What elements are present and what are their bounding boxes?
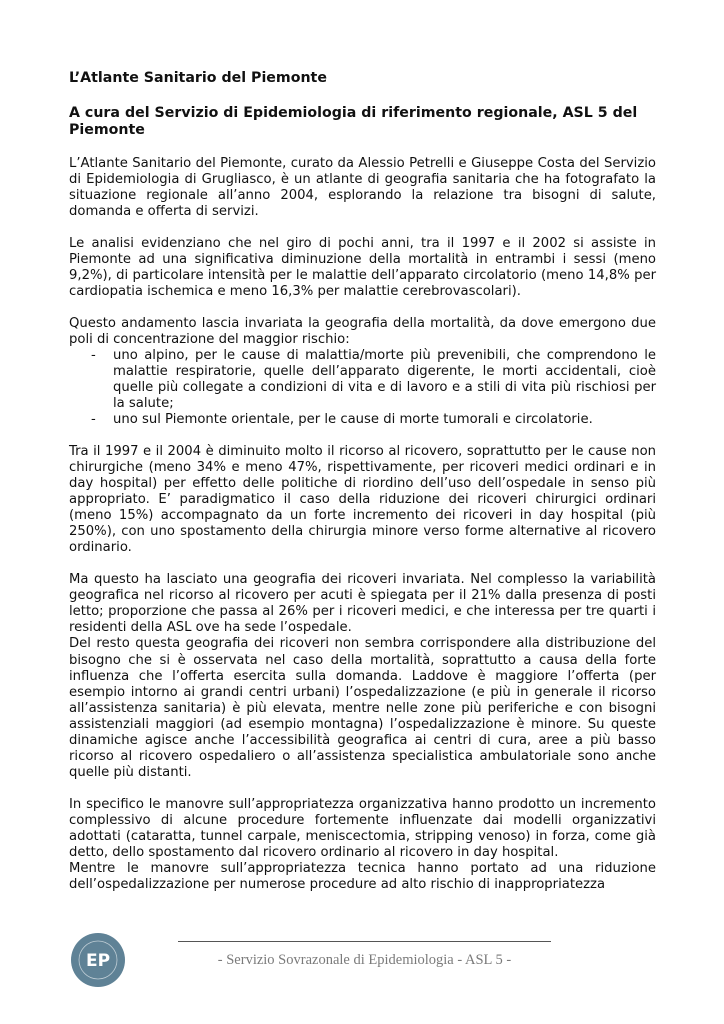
paragraph: Del resto questa geografia dei ricoveri non sembra corrispondere alla distribuzione del bisogno che si è osservata nel caso della mortalità, soprattutto a causa della forte influenza che l’offerta esercita sulla domanda. Laddove è maggiore l’offerta (per esempio intorno ai grandi centri urbani) l’ospedalizzazione (e più in generale il ricorso all’assistenza sanitaria) è più elevata, mentre nelle zone più periferiche e con bisogni assistenziali maggiori (ad esempio montagna) l’ospedalizzazione è minore. Su queste dinamiche agisce anche l’accessibilità geografica ai centri di cura, aree a più basso ricorso al ricovero ospedaliero o all’assistenza specialistica ambulatoriale sono anche quelle più distanti. [69,636,656,781]
paragraph: Le analisi evidenziano che nel giro di pochi anni, tra il 1997 e il 2002 si assiste in Piemonte ad una significativa diminuzione della mortalità in entrambi i sessi (meno 9,2%), di particolare intensità per le malattie dell’apparato circolatorio (meno 14,8% per cardiopatia ischemica e meno 16,3% per malattie cerebrovascolari). [69,235,656,300]
paragraph: Questo andamento lascia invariata la geografia della mortalità, da dove emergono due poli di concentrazione del maggior rischio: [69,315,656,347]
paragraph: L’Atlante Sanitario del Piemonte, curato da Alessio Petrelli e Giuseppe Costa del Servizio di Epidemiologia di Grugliasco, è un atlante di geografia sanitaria che ha fotografato la situazione regionale all’anno 2004, esplorando la relazione tra bisogni di salute, domanda e offerta di servizi. [69,156,656,220]
document-body [69,70,656,893]
document-subtitle: A cura del Servizio di Epidemiologia di riferimento regionale, ASL 5 del Piemonte [69,105,638,138]
epidemiology-logo [70,932,126,988]
footer-text: - Servizio Sovrazonale di Epidemiologia - ASL 5 - [217,952,512,968]
logo-text: EP [85,951,111,971]
paragraph: Mentre le manovre sull’appropriatezza tecnica hanno portato ad una riduzione dell’ospedalizzazione per numerose procedure ad alto rischio di inappropriatezza [69,861,656,893]
list-item: - uno sul Piemonte orientale, per le cause di morte tumorali e circolatorie. [113,412,656,428]
footer-divider [178,941,551,942]
paragraph: Ma questo ha lasciato una geografia dei ricoveri invariata. Nel complesso la variabilità geografica nel ricorso al ricovero per acuti è spiegata per il 21% dalla presenza di posti letto; proporzione che passa al 26% per i ricoveri medici, e che interessa per tre quarti i residenti della ASL ove ha sede l’ospedale. [69,572,656,636]
paragraph: In specifico le manovre sull’appropriatezza organizzativa hanno prodotto un incremento complessivo di alcune procedure fortemente influenzate dai modelli organizzativi adottati (cataratta, tunnel carpale, meniscectomia, stripping venoso) in forza, come già detto, dello spostamento dal ricovero ordinario al ricovero in day hospital. [69,796,656,861]
document-title: L’Atlante Sanitario del Piemonte [69,70,327,86]
paragraph: Tra il 1997 e il 2004 è diminuito molto il ricorso al ricovero, soprattutto per le cause non chirurgiche (meno 34% e meno 47%, rispettivamente, per ricoveri medici ordinari e in day hospital) per effetto delle politiche di riordino dell’uso dell’ospedale in senso più appropriato. E’ paradigmatico il caso della riduzione dei ricoveri chirurgici ordinari (meno 15%) accompagnato da un forte incremento dei ricoveri in day hospital (più 250%), con uno spostamento della chirurgia minore verso forme alternative al ricovero ordinario. [69,443,656,556]
list-item: - uno alpino, per le cause di malattia/morte più prevenibili, che comprendono le malattie respiratorie, quelle dell’apparato digerente, le morti accidentali, cioè quelle più collegate a condizioni di vita e di lavoro e a stili di vita più rischiosi per la salute; [113,348,656,412]
risk-poles-list [69,348,656,428]
